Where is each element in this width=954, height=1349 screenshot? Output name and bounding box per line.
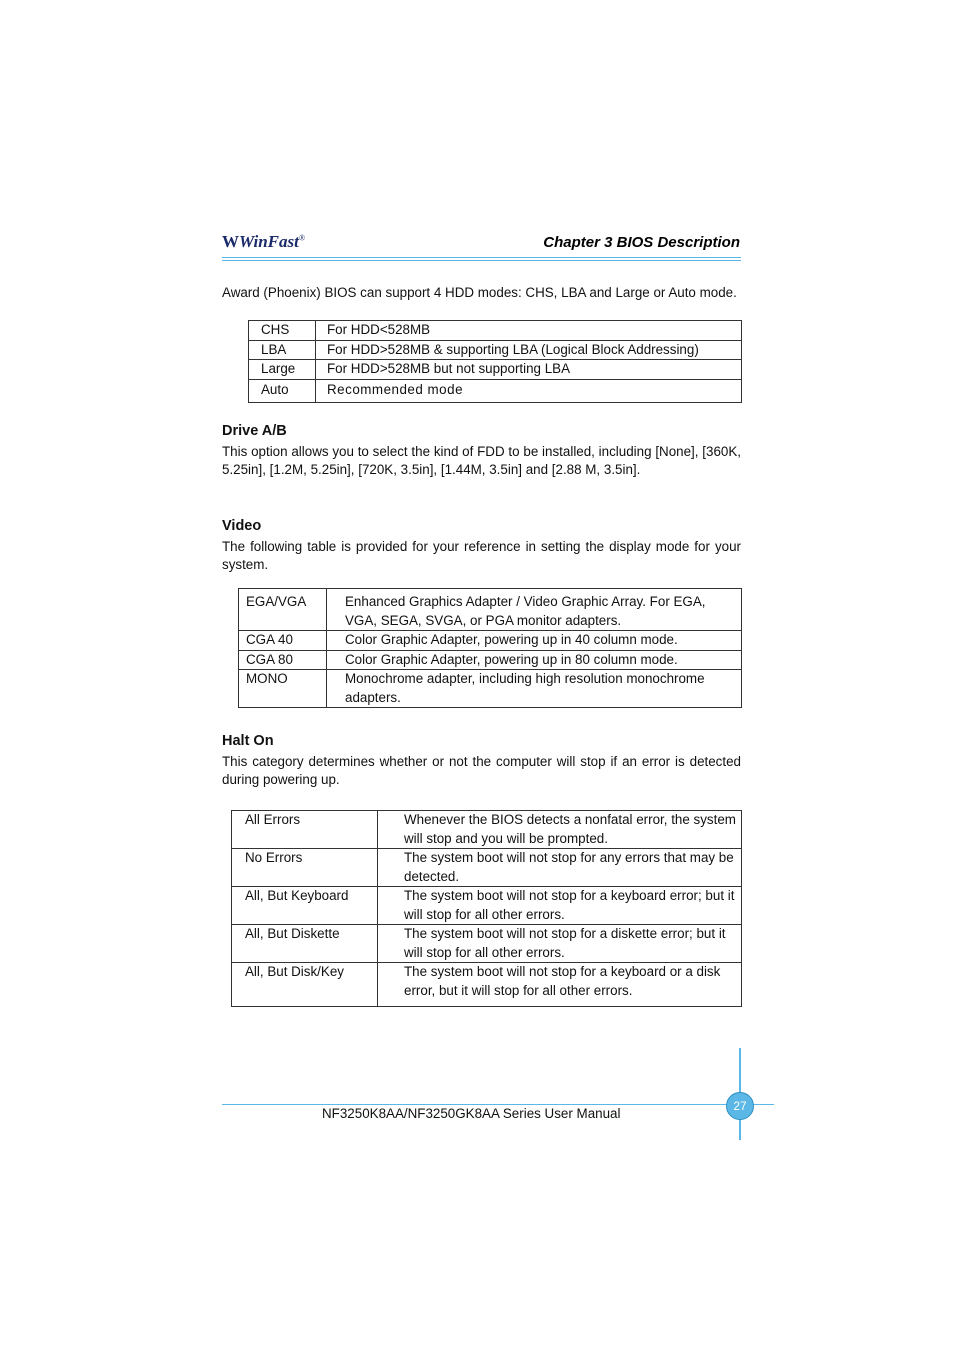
video-table xyxy=(238,588,742,708)
hdd-mode: Auto xyxy=(249,379,316,402)
hdd-desc: For HDD>528MB but not supporting LBA xyxy=(316,360,742,380)
header-rule-secondary xyxy=(222,260,741,261)
halt-option: No Errors xyxy=(232,849,378,887)
halt-desc: The system boot will not stop for a keyboard or a disk error, but it will stop for all other errors. xyxy=(378,963,742,1007)
hdd-desc: For HDD<528MB xyxy=(316,321,742,341)
table-row xyxy=(232,887,742,925)
table-row xyxy=(239,650,742,670)
hdd-desc: For HDD>528MB & supporting LBA (Logical Block Addressing) xyxy=(316,340,742,360)
table-row xyxy=(239,670,742,708)
video-desc: Enhanced Graphics Adapter / Video Graphic Array. For EGA, VGA, SEGA, SVGA, or PGA monitor adapters. xyxy=(327,589,742,631)
halt-table xyxy=(231,810,742,1007)
logo-text: WinFast xyxy=(239,232,299,251)
video-mode: CGA 80 xyxy=(239,650,327,670)
video-desc: Monochrome adapter, including high resolution monochrome adapters. xyxy=(327,670,742,708)
table-row xyxy=(239,631,742,651)
halt-option: All, But Disk/Key xyxy=(232,963,378,1007)
table-row xyxy=(232,925,742,963)
video-heading: Video xyxy=(222,518,262,534)
header-rule xyxy=(222,257,741,258)
halt-option: All Errors xyxy=(232,811,378,849)
table-row xyxy=(249,340,742,360)
hdd-desc: Recommended mode xyxy=(316,379,742,402)
hdd-mode: LBA xyxy=(249,340,316,360)
chapter-title: Chapter 3 BIOS Description xyxy=(543,234,740,251)
halt-desc: The system boot will not stop for any errors that may be detected. xyxy=(378,849,742,887)
hdd-mode: Large xyxy=(249,360,316,380)
footer-rule xyxy=(222,1104,774,1105)
drive-heading: Drive A/B xyxy=(222,423,287,439)
halt-paragraph: This category determines whether or not the computer will stop if an error is detected during powering up. xyxy=(222,754,741,788)
halt-desc: Whenever the BIOS detects a nonfatal error, the system will stop and you will be prompted. xyxy=(378,811,742,849)
halt-desc: The system boot will not stop for a diskette error; but it will stop for all other errors. xyxy=(378,925,742,963)
intro-paragraph: Award (Phoenix) BIOS can support 4 HDD modes: CHS, LBA and Large or Auto mode. xyxy=(222,285,737,300)
video-desc: Color Graphic Adapter, powering up in 80 column mode. xyxy=(327,650,742,670)
hdd-mode-table xyxy=(248,320,742,403)
table-row xyxy=(249,321,742,341)
table-row xyxy=(232,963,742,1007)
page-number-badge: 27 xyxy=(726,1092,754,1120)
halt-option: All, But Diskette xyxy=(232,925,378,963)
video-desc: Color Graphic Adapter, powering up in 40 column mode. xyxy=(327,631,742,651)
video-mode: CGA 40 xyxy=(239,631,327,651)
halt-desc: The system boot will not stop for a keyboard error; but it will stop for all other errors. xyxy=(378,887,742,925)
table-row xyxy=(232,811,742,849)
drive-paragraph: This option allows you to select the kind of FDD to be installed, including [None], [360K, 5.25in], [1.2M, 5.25in], [720K, 3.5in], [1.44M, 3.5in] and [2.88 M, 3.5in]. xyxy=(222,444,741,478)
table-row xyxy=(249,360,742,380)
winfast-logo: WWinFast® xyxy=(222,232,305,251)
hdd-mode: CHS xyxy=(249,321,316,341)
video-mode: EGA/VGA xyxy=(239,589,327,631)
table-row xyxy=(249,379,742,402)
footer-manual-title: NF3250K8AA/NF3250GK8AA Series User Manual xyxy=(322,1106,621,1121)
video-mode: MONO xyxy=(239,670,327,708)
halt-option: All, But Keyboard xyxy=(232,887,378,925)
table-row xyxy=(232,849,742,887)
halt-heading: Halt On xyxy=(222,733,274,749)
table-row xyxy=(239,589,742,631)
video-paragraph: The following table is provided for your reference in setting the display mode for your system. xyxy=(222,539,741,573)
